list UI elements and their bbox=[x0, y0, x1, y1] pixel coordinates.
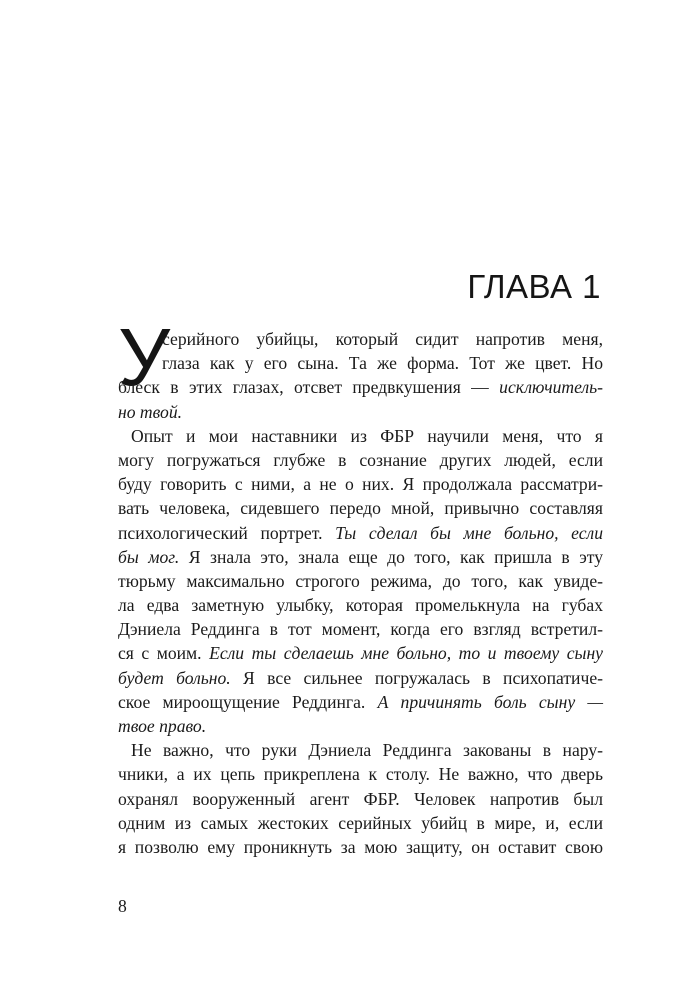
text-line bbox=[118, 448, 603, 472]
italic-text: А причинять боль сыну — bbox=[377, 691, 603, 712]
text-line bbox=[118, 738, 603, 762]
text-run: ское мироощущение Реддинга. bbox=[118, 691, 378, 712]
text-run: Дэниела Реддинга в тот момент, когда его взгляд встретил- bbox=[118, 619, 603, 640]
text-run: Не важно, что руки Дэниела Реддинга закованы в нару- bbox=[131, 740, 603, 761]
page-number: 8 bbox=[118, 896, 127, 916]
text-run: психологический портрет. bbox=[118, 522, 336, 543]
chapter-body-text bbox=[118, 327, 603, 859]
italic-text: но твой. bbox=[118, 401, 183, 422]
text-run: ся с моим. bbox=[118, 643, 210, 664]
text-line bbox=[118, 327, 603, 351]
text-line bbox=[118, 714, 603, 738]
text-line bbox=[118, 835, 603, 859]
text-run: Опыт и мои наставники из ФБР научили меня, что я bbox=[131, 425, 603, 446]
text-run: вать человека, сидевшего передо мной, привычно составляя bbox=[118, 498, 603, 519]
text-run: блеск в этих глазах, отсвет предвкушения — bbox=[118, 377, 500, 398]
text-line bbox=[118, 424, 603, 448]
text-line bbox=[118, 666, 603, 690]
text-run: одним из самых жестоких серийных убийц в мире, и, если bbox=[118, 812, 603, 833]
text-line bbox=[118, 569, 603, 593]
text-run: охранял вооруженный агент ФБР. Человек напротив был bbox=[118, 788, 603, 809]
chapter-title: ГЛАВА 1 bbox=[467, 268, 601, 305]
text-run: серийного убийцы, который сидит напротив меня, bbox=[162, 329, 603, 349]
text-line bbox=[118, 496, 603, 520]
italic-text: исключитель- bbox=[499, 377, 603, 398]
text-line bbox=[118, 472, 603, 496]
text-line bbox=[118, 811, 603, 835]
text-line bbox=[118, 641, 603, 665]
text-run: глаза как у его сына. Та же форма. Тот же цвет. Но bbox=[162, 353, 603, 374]
text-line bbox=[118, 762, 603, 786]
text-run: ла едва заметную улыбку, которая промелькнула на губах bbox=[118, 595, 603, 616]
text-line bbox=[118, 690, 603, 714]
italic-text: Если ты сделаешь мне больно, то и твоему сыну bbox=[209, 643, 603, 664]
text-line bbox=[118, 521, 603, 545]
text-line bbox=[118, 593, 603, 617]
italic-text: бы мог. bbox=[118, 546, 180, 567]
text-run: могу погружаться глубже в сознание других людей, если bbox=[118, 449, 603, 470]
text-line bbox=[118, 787, 603, 811]
text-run: буду говорить с ними, а не о них. Я продолжала рассматри- bbox=[118, 474, 603, 495]
text-line bbox=[118, 351, 603, 375]
text-run: чники, а их цепь прикреплена к столу. Не важно, что дверь bbox=[118, 764, 603, 785]
italic-text: твое право. bbox=[118, 716, 207, 736]
text-run: тюрьму максимально строгого режима, до того, как увиде- bbox=[118, 570, 603, 591]
text-line bbox=[118, 375, 603, 399]
text-run: Я знала это, знала еще до того, как пришла в эту bbox=[179, 546, 604, 567]
text-line bbox=[118, 400, 603, 424]
text-run: я позволю ему проникнуть за мою защиту, он оставит свою bbox=[118, 836, 603, 857]
italic-text: Ты сделал бы мне больно, если bbox=[335, 522, 604, 543]
text-line bbox=[118, 545, 603, 569]
drop-cap: У bbox=[118, 312, 171, 403]
text-run: Я все сильнее погружалась в психопатиче- bbox=[230, 667, 603, 688]
text-line bbox=[118, 617, 603, 641]
italic-text: будет больно. bbox=[118, 667, 231, 688]
